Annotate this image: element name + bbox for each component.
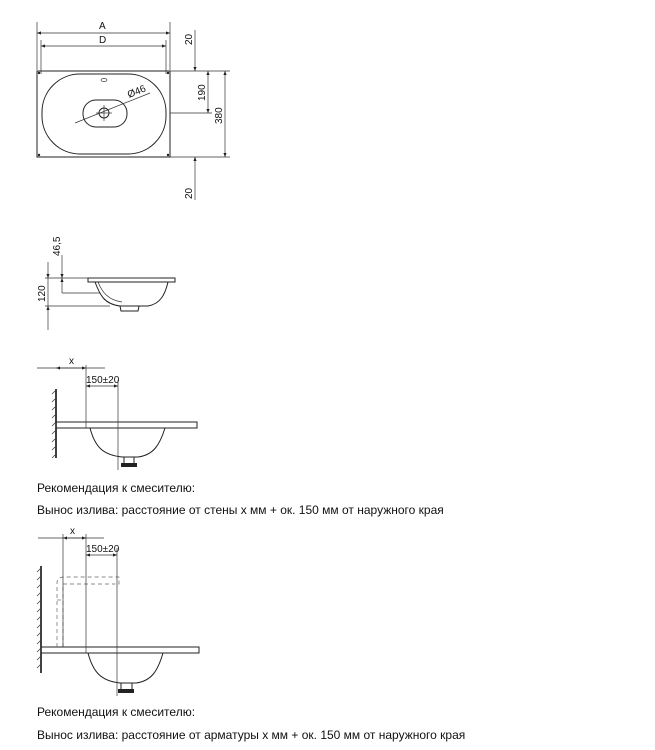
deck-caption-text: Вынос излива: расстояние от арматуры x мм + ок. 150 мм от наружного края: [37, 728, 466, 742]
wall-mount-view: [37, 356, 197, 470]
dim-depth-label: 46,5: [52, 236, 63, 256]
dim-top-margin-label: 20: [184, 33, 195, 45]
dim-d-label: D: [99, 35, 107, 46]
deck-dim-spout-label: 150±20: [86, 544, 120, 555]
deck-mount-view: [37, 526, 199, 696]
side-view: [37, 236, 175, 330]
deck-dim-x-label: x: [70, 526, 75, 537]
dim-bottom-margin-label: 20: [184, 187, 195, 199]
dim-height-label: 120: [37, 285, 48, 302]
dim-a-label: A: [99, 21, 106, 32]
tap-platform: [83, 100, 127, 127]
dim-380-label: 380: [214, 107, 225, 124]
dim-190-label: 190: [197, 84, 208, 101]
hole-diameter-label: Ø46: [126, 83, 148, 101]
wall-dim-spout-label: 150±20: [86, 375, 120, 386]
basin-outline: [37, 71, 170, 157]
wall-dim-x-label: x: [69, 356, 74, 367]
deck-caption-title: Рекомендация к смесителю:: [37, 705, 196, 719]
top-view: [37, 21, 230, 200]
wall-caption-title: Рекомендация к смесителю:: [37, 481, 196, 495]
wall-caption-text: Вынос излива: расстояние от стены x мм + ок. 150 мм от наружного края: [37, 503, 444, 517]
